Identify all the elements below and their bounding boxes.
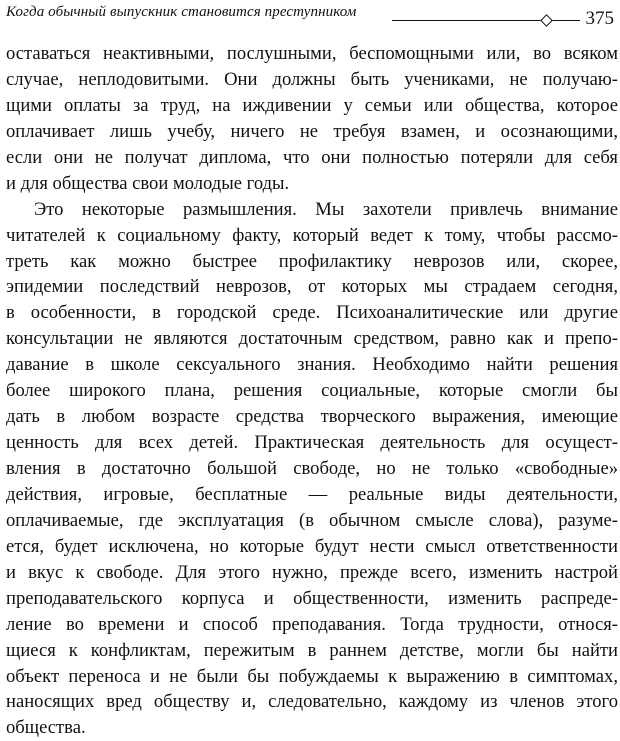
text-line: действия, игровые, бесплатные — реальные виды деятельности, [6,483,618,505]
text-line: и вкус к свободе. Для этого нужно, прежде всего, изменить настрой [6,561,618,583]
text-line: консультации не являются достаточным средством, равно как и препо- [6,328,618,350]
text-line: наносящих вред обществу и, следовательно, каждому из членов этого [6,691,618,713]
text-line: эпидемии последствий неврозов, от которых мы страдаем сегодня, [6,276,618,298]
text-line: преподавательского корпуса и общественности, изменить распреде- [6,587,618,609]
text-line: оплачивает лишь учебу, ничего не требуя взамен, и осознающими, [6,120,618,142]
text-line: Это некоторые размышления. Мы захотели привлечь внимание [34,198,618,220]
header-rule-ornament [540,14,553,27]
text-line: если они не получат диплома, что они полностью потеряли для себя [6,146,618,168]
text-line: и для общества свои молодые годы. [6,172,290,194]
paragraph [6,197,618,741]
text-line: общества. [6,717,86,739]
text-line: вления в достаточно большой свободе, но не только «свободные» [6,458,618,479]
text-line: ется, будет исключена, но которые будут нести смысл ответственности [6,535,618,557]
text-line: оставаться неактивными, послушными, беспомощными или, во всяком [6,43,618,64]
text-line: объект переноса и не были бы побуждаемы к выражению в симптомах, [6,665,618,687]
text-line: ление во времени и способ преподавания. Тогда трудности, относя- [6,613,618,635]
text-line: ценность для всех детей. Практическая деятельность для осущест- [6,432,618,454]
paragraph [6,41,618,197]
text-line: оплачиваемые, где эксплуатация (в обычном смысле слова), разуме- [6,509,618,531]
text-line: треть как можно быстрее профилактику неврозов или, скорее, [6,250,618,272]
page-header [6,2,614,28]
text-line: щими оплаты за труд, на иждивении у семьи или общества, которое [6,94,618,116]
text-line: щиеся к конфликтам, пережитым в раннем детстве, могли бы найти [6,639,618,661]
text-line: читателей к социальному факту, который ведет к тому, чтобы рассмо- [6,224,618,246]
text-line: в особенности, в городской среде. Психоаналитические или другие [6,302,618,324]
text-line: случае, неплодовитыми. Они должны быть учениками, не получаю- [6,68,618,90]
body-text [6,41,618,741]
text-line: дать в любом возрасте средства творческого выражения, имеющие [6,406,618,428]
page-number: 375 [585,8,614,29]
text-line: более широкого плана, решения социальные, которые смогли бы [6,380,618,402]
text-line: давание в школе сексуального знания. Необходимо найти решения [6,354,618,376]
running-title: Когда обычный выпускник становится преступником [6,4,357,20]
